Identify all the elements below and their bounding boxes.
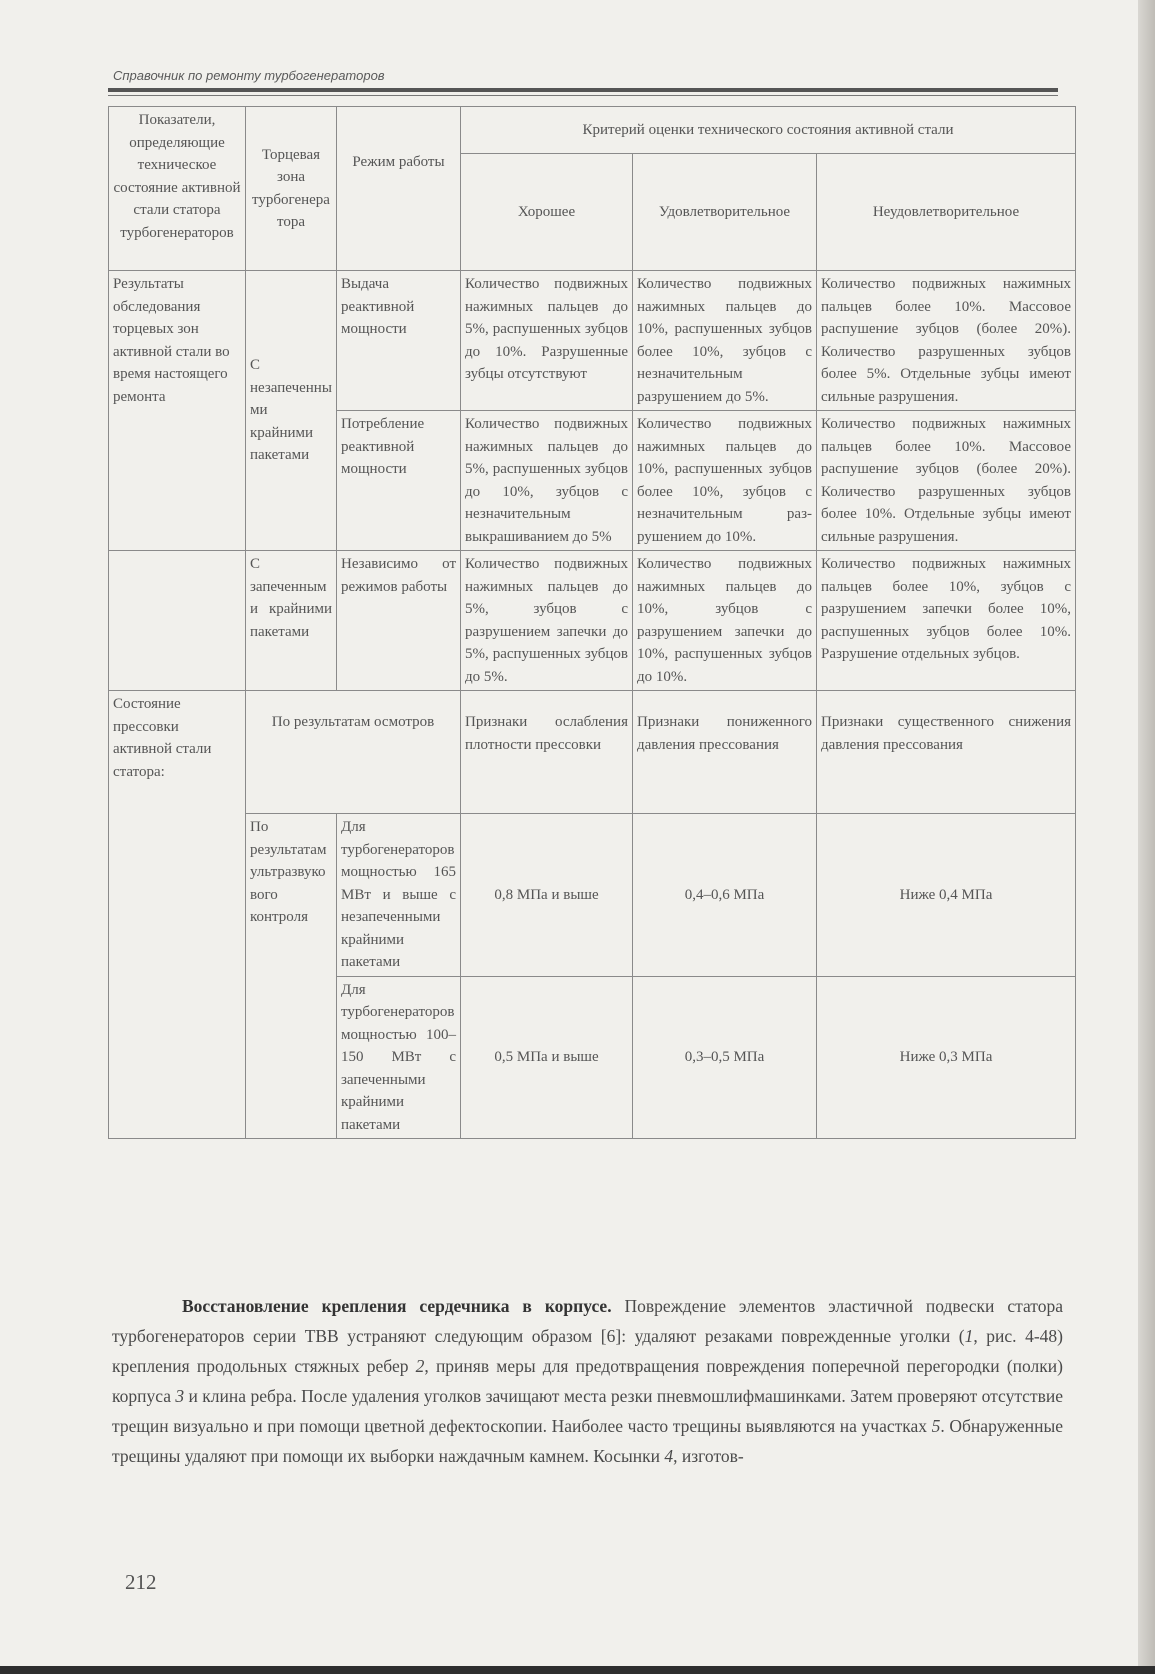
header-satisfactory: Удовлетворительное — [633, 154, 817, 271]
mode-cell: Потребление реактивной мощности — [337, 411, 461, 551]
page-edge — [1138, 0, 1155, 1674]
header-criteria: Критерий оценки технического состояния активной стали — [461, 107, 1076, 154]
table-row — [109, 814, 1076, 977]
good-cell: Признаки ослабления плотности прессовки — [461, 691, 633, 814]
section-heading: Восстановление крепления сердечника в корпусе. — [182, 1296, 612, 1316]
unsatisfactory-cell: Количество подвижных нажимных пальцев более 10%. Массовое распушение зубцов (более 20%). Количество разрушенных зубцов более 10%. Отдельные зубцы имеют сильные разрушения. — [817, 411, 1076, 551]
header-rule-thin — [108, 95, 1058, 96]
scan-border — [0, 1666, 1155, 1674]
header-indicators: Показатели, определяющие техническое состояние активной стали статора турбогенераторов — [109, 107, 246, 271]
figure-ref: 3 — [175, 1386, 185, 1406]
satisfactory-value: 0,3–0,5 МПа — [633, 976, 817, 1139]
assessment-table — [108, 106, 1076, 1139]
satisfactory-cell: Признаки пониженного давления прессования — [633, 691, 817, 814]
good-cell: Количество подвижных нажимных пальцев до 5%, распушенных зубцов до 10%, зубцов с незначительным выкрашиванием до 5% — [461, 411, 633, 551]
inspection-label: По результатам осмотров — [246, 691, 461, 814]
figure-ref: 2 — [415, 1356, 425, 1376]
good-value: 0,8 МПа и выше — [461, 814, 633, 977]
satisfactory-cell: Количество подвижных нажимных пальцев до 10%, зубцов с разрушением запечки до 10%, распушенных зубцов до 10%. — [633, 551, 817, 691]
mode-cell: Выдача реактивной мощности — [337, 271, 461, 411]
zone-baked: С запеченными крайними пакетами — [246, 551, 337, 691]
header-unsatisfactory: Неудовлетворительное — [817, 154, 1076, 271]
header-good: Хорошее — [461, 154, 633, 271]
figure-ref: 4 — [664, 1446, 674, 1466]
figure-ref: 5 — [931, 1416, 941, 1436]
mode-cell: Независимо от режимов работы — [337, 551, 461, 691]
condition-cell: Для турбогенераторов мощностью 165 МВт и выше с незапеченными крайними пакетами — [337, 814, 461, 977]
unsatisfactory-value: Ниже 0,3 МПа — [817, 976, 1076, 1139]
figure-ref: 1 — [964, 1326, 974, 1346]
unsatisfactory-cell: Количество подвижных нажимных пальцев более 10%, зубцов с разрушением запечки более 10%, распушенных зубцов более 10%. Разрушение отдельных зубцов. — [817, 551, 1076, 691]
page-number: 212 — [125, 1570, 157, 1594]
unsatisfactory-cell: Признаки существенного снижения давления прессования — [817, 691, 1076, 814]
satisfactory-cell: Количество подвижных нажимных пальцев до 10%, распушенных зубцов более 10%, зубцов с незначительным раз-рушением до 10%. — [633, 411, 817, 551]
good-cell: Количество подвижных нажимных пальцев до 5%, распушенных зубцов до 10%. Разрушенные зубцы отсутствуют — [461, 271, 633, 411]
condition-cell: Для турбогенераторов мощностью 100–150 МВт с запеченными крайними пакетами — [337, 976, 461, 1139]
zone-unbaked: С незапеченными крайними пакетами — [246, 271, 337, 551]
ultrasonic-label: По результатам ультразвукового контроля — [246, 814, 337, 1139]
table-header-row — [109, 107, 1076, 154]
unsatisfactory-cell: Количество подвижных нажимных пальцев более 10%. Массовое распушение зубцов (более 20%). Количество разрушенных зубцов более 5%. Отдельные зубцы имеют сильные разрушения. — [817, 271, 1076, 411]
good-value: 0,5 МПа и выше — [461, 976, 633, 1139]
table-row — [109, 691, 1076, 814]
header-rule — [108, 88, 1058, 92]
table-row — [109, 551, 1076, 691]
unsatisfactory-value: Ниже 0,4 МПа — [817, 814, 1076, 977]
table-row — [109, 271, 1076, 411]
body-paragraph: Восстановление крепления сердечника в корпусе. Повреждение элементов эластичной подвески статора турбогенераторов серии ТВВ устраняют следующим образом [6]: удаляют резаками поврежденные уголки (1, рис. 4-48) крепления продольных стяжных ребер 2, приняв меры для предотвращения повреждения поперечной перегородки (полки) корпуса 3 и клина ребра. После удаления уголков зачищают места резки пневмошлифмашинками. Затем проверяют отсутствие трещин визуально и при помощи цветной дефектоскопии. Наиболее часто трещины выявляются на участках 5. Обнаруженные трещины удаляют при помощи их выборки наждачным камнем. Косынки 4, изготов- — [112, 1296, 1063, 1466]
section-pressing-state: Состояние прессовки активной стали статора: — [109, 691, 246, 1139]
good-cell: Количество подвижных нажимных пальцев до 5%, зубцов с разрушением запечки до 5%, распушенных зубцов до 5%. — [461, 551, 633, 691]
header-end-zone: Торцевая зона турбогенератора — [246, 107, 337, 271]
satisfactory-value: 0,4–0,6 МПа — [633, 814, 817, 977]
header-operating-mode: Режим работы — [337, 107, 461, 271]
empty-cell — [109, 551, 246, 691]
section-inspection-results: Результаты обследования торцевых зон активной стали во время настоящего ремонта — [109, 271, 246, 551]
running-head: Справочник по ремонту турбогенераторов — [113, 68, 385, 83]
satisfactory-cell: Количество подвижных нажимных пальцев до 10%, распушенных зубцов более 10%, зубцов с незначительным разрушением до 5%. — [633, 271, 817, 411]
